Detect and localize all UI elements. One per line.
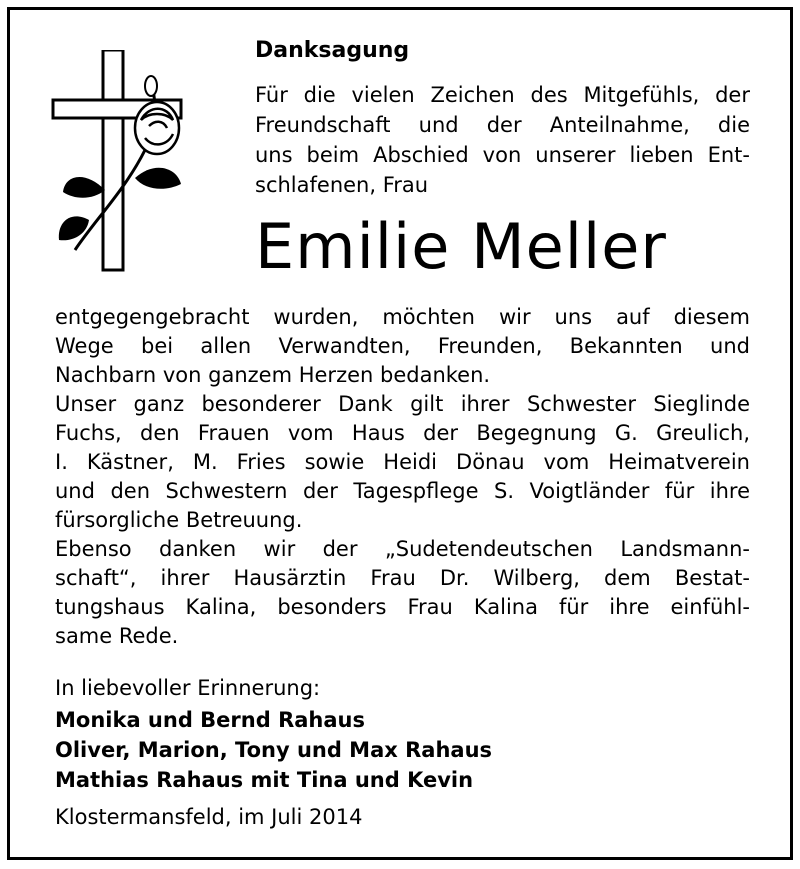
body-line: Wege bei allen Verwandten, Freunden, Bekannten und (55, 334, 750, 358)
closing-phrase: In liebevoller Erinnerung: (55, 676, 321, 700)
body-line: same Rede. (55, 624, 179, 648)
body-line: fürsorgliche Betreuung. (55, 508, 303, 532)
heading: Danksagung (255, 38, 410, 63)
intro-line: Freundschaft und der Anteilnahme, die (255, 113, 750, 137)
body-line: Ebenso danken wir der „Sudetendeutschen Landsmann- (55, 537, 750, 561)
place-date: Klostermansfeld, im Juli 2014 (55, 805, 363, 829)
intro-line: uns beim Abschied von unserer lieben Ent- (255, 143, 750, 167)
body-line: entgegengebracht wurden, möchten wir uns auf diesem (55, 305, 750, 329)
body-line: schaft“, ihrer Hausärztin Frau Dr. Wilberg, dem Bestat- (55, 566, 750, 590)
signers-list (55, 705, 492, 795)
deceased-name: Emilie Meller (255, 210, 667, 283)
intro-text (255, 80, 750, 200)
intro-line: schlafenen, Frau (255, 173, 429, 197)
cross-with-rose-icon (45, 50, 195, 280)
body-line: Nachbarn von ganzem Herzen bedanken. (55, 363, 491, 387)
body-line: Unser ganz besonderer Dank gilt ihrer Schwester Sieglinde (55, 392, 750, 416)
intro-line: Für die vielen Zeichen des Mitgefühls, der (255, 83, 750, 107)
signer: Oliver, Marion, Tony und Max Rahaus (55, 738, 493, 762)
body-line: tungshaus Kalina, besonders Frau Kalina für ihre einfühl- (55, 595, 750, 619)
body-line: I. Kästner, M. Fries sowie Heidi Dönau vom Heimatverein (55, 450, 750, 474)
body-text (55, 303, 750, 651)
body-line: und den Schwestern der Tagespflege S. Voigtländer für ihre (55, 479, 750, 503)
signer: Monika und Bernd Rahaus (55, 708, 365, 732)
signer: Mathias Rahaus mit Tina und Kevin (55, 768, 474, 792)
body-line: Fuchs, den Frauen vom Haus der Begegnung G. Greulich, (55, 421, 750, 445)
